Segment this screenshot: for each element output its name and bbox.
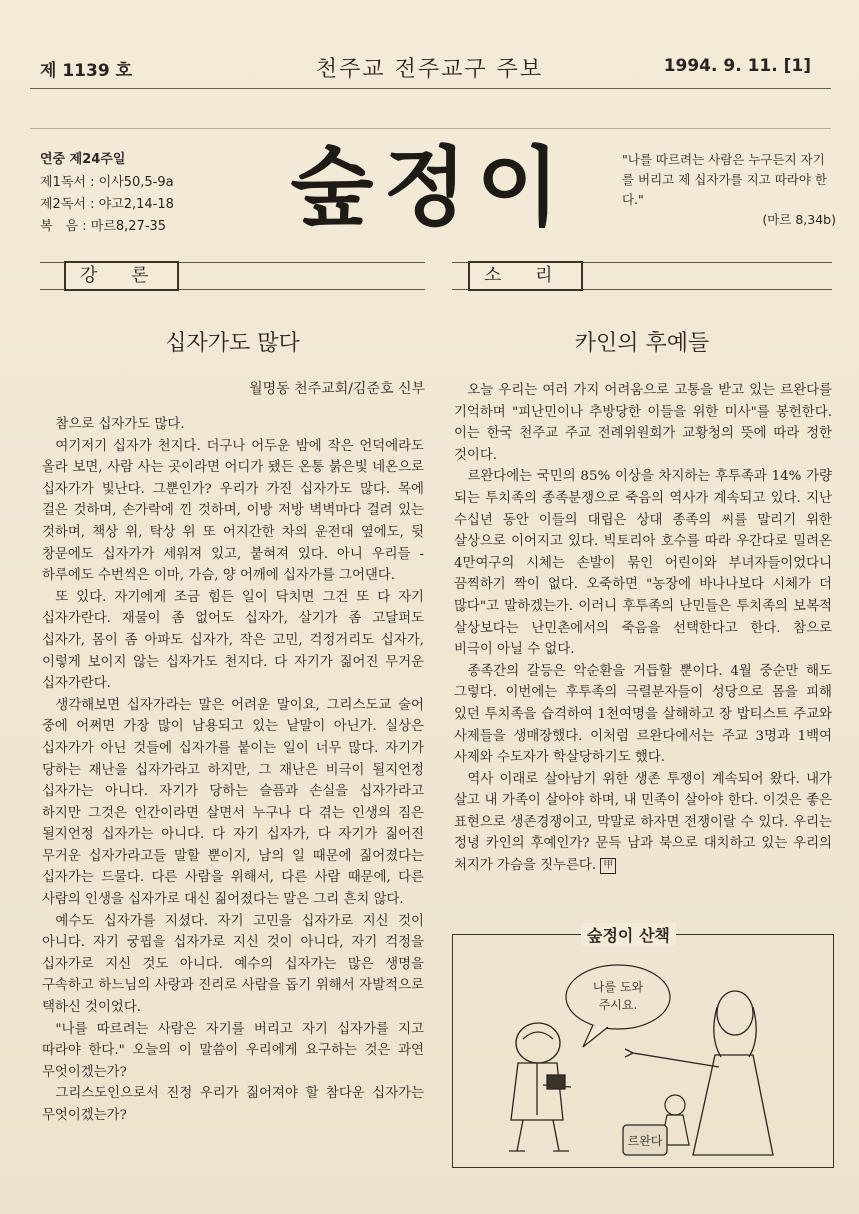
- editorial-paragraph: [454, 769, 832, 877]
- quote-reference: (마르 8,34b): [762, 212, 836, 227]
- quote-text: "나를 따르려는 사람은 누구든지 자기를 버리고 제 십자가를 지고 따라야 한다.": [622, 152, 827, 207]
- editorial-paragraph: 오늘 우리는 여러 가지 어려움으로 고통을 받고 있는 르완다를 기억하며 "피난민이나 추방당한 이들을 위한 미사"를 봉헌한다. 이는 한국 천주교 주교 전례위원회가 교황청의 뜻에 따라 정한 것이다.: [454, 383, 832, 463]
- section-label-editorial: 소 리: [468, 261, 583, 291]
- section-label-sermon: 강 론: [64, 261, 179, 291]
- editorial-paragraph-text: 역사 이래로 살아남기 위한 생존 투쟁이 계속되어 왔다. 내가 살고 내 가족이 살아야 하며, 내 민족이 살아야 한다. 이것은 좋은 표현으로 생존경쟁이고, 막말로 하자면 전쟁이랄 수 있다. 우리는 정녕 카인의 후예인가? 문득 남과 북으로 대치하고 있는 우리의 처지가 가슴을 짓누른다.: [454, 771, 832, 874]
- liturgical-week: 연중 제24주일: [40, 152, 126, 167]
- sermon-paragraph: 생각해보면 십자가라는 말은 어려운 말이요, 그리스도교 술어 중에 어쩌면 가장 많이 남용되고 있는 낱말이 아닌가. 실상은 십자가가 아닌 것들에 십자가를 붙이는 일이 너무 많다. 자기가 당하는 재난을 십자가라고 하지만, 그 재난은 비극이 될지언정 십자가는 아니다. 자기가 당하는 슬픔과 손실을 십자가라고 하지만 그것은 인간이라면 살면서 누구나 다 겪는 인생의 짐은 될지언정 십자가는 아니다. 다 자기 십자가, 다 자기가 짊어진 무거운 십자가라고들 말할 뿐이지, 남의 일 때문에 짊어졌다는 십자가는 드물다. 다른 사람을 위해서, 다른 사람 때문에, 다른 사람의 인생을 십자가로 대신 짊어졌다는 말은 그리 흔치 않다.: [42, 697, 424, 908]
- cartoon-panel: [452, 926, 834, 1168]
- masthead-quote: [622, 150, 836, 230]
- sermon-paragraph: 여기저기 십자가 천지다. 더구나 어두운 밤에 작은 언덕에라도 올라 보면, 사람 사는 곳이라면 어디가 됐든 온통 붉은빛 네온으로 십자가가 빛난다. 그뿐인가? 우리가 가진 십자가도 많다. 목에 걸은 것하며, 손가락에 낀 것하며, 이방 저방 벽벽마다 걸려 있는 것하며, 책상 위, 탁상 위 또 어지간한 차의 운전대 옆에도, 뒷 창문에도 십자가가 세워져 있고, 붙혀져 있다. 아니 우리들 -하루에도 수번씩은 이마, 가슴, 양 어깨에 십자가를 그어댄다.: [42, 438, 424, 584]
- sermon-paragraph: 예수도 십자가를 지셨다. 자기 고민을 십자가로 지신 것이 아니다. 자기 궁핍을 십자가로 지신 것이 아니다, 자기 걱정을 십자가로 지신 것도 아니다. 예수의 십자가는 많은 생명을 구속하고 하느님의 사랑과 진리로 사람을 돕기 위해서 자발적으로 택하신 것이었다.: [42, 913, 424, 1016]
- sermon-title: 십자가도 많다: [165, 331, 300, 356]
- editorial-signature: 甲: [600, 858, 616, 874]
- publication-name: 천주교 전주교구 주보: [315, 57, 544, 82]
- sermon-paragraph: 그리스도인으로서 진정 우리가 짊어져야 할 참다운 십자가는 무엇이겠는가?: [42, 1086, 424, 1123]
- section-bar-sermon: [40, 262, 425, 290]
- masthead-title: 숲정이: [290, 138, 570, 238]
- header-rule: [30, 88, 831, 89]
- cartoon-title: 숲정이 산책: [581, 923, 676, 946]
- cartoon-illustration: [453, 935, 833, 1167]
- suited-man-figure: [509, 1023, 571, 1151]
- reading-first: 제1독서 : 이사50,5-9a: [40, 175, 174, 190]
- editorial-title: 카인의 후예들: [574, 331, 710, 356]
- sermon-body: [42, 414, 424, 1127]
- pot-label: 르완다: [627, 1134, 663, 1148]
- readings-list: [40, 172, 174, 238]
- sermon-byline: 월명동 천주교회/김준호 신부: [249, 381, 425, 397]
- cartoon-speech-line2: 주시요.: [598, 998, 638, 1012]
- section-bar-editorial: [452, 262, 832, 290]
- editorial-paragraph: 종족간의 갈등은 악순환을 거듭할 뿐이다. 4월 중순만 해도 그렇다. 이번에는 후투족의 극렬분자들이 성당으로 몸을 피해 있던 투치족을 습격하여 1천여명을 살해하고 장 밥티스트 주교와 사제들을 생매장했다. 이처럼 르완다에서는 주교 3명과 1백여 사제와 수도자가 학살당하기도 했다.: [454, 663, 832, 766]
- reading-second: 제2독서 : 야고2,14-18: [40, 197, 174, 212]
- issue-number: 제 1139 호: [40, 61, 132, 81]
- issue-date: 1994. 9. 11. [1]: [663, 56, 811, 76]
- editorial-body: [454, 380, 832, 877]
- sermon-paragraph: 또 있다. 자기에게 조금 힘든 일이 닥치면 그건 또 다 자기 십자가란다. 재물이 좀 없어도 십자가, 살기가 좀 고달퍼도 십자가, 몸이 좀 아파도 십자가, 작은 고민, 걱정거리도 십자가, 이렇게 보이지 않는 십자가도 천지다. 다 자기가 짊어진 무거운 십자가란다.: [42, 589, 424, 692]
- editorial-paragraph: 르완다에는 국민의 85% 이상을 차지하는 후투족과 14% 가량 되는 투치족의 종족분쟁으로 죽음의 역사가 계속되고 있다. 지난 수십년 동안 이들의 대립은 상대 종족의 씨를 말리기 위한 살상으로 이어지고 있다. 빅토리아 호수를 따라 우간다로 밀려온 4만여구의 시체는 손발이 묶인 어린이와 부녀자들이었다니 끔찍하기 짝이 없다. 오죽하면 "농장에 바나나보다 시체가 더 많다"고 말하겠는가. 이러니 후투족의 난민들은 투치족의 보복적 살상보다는 난민촌에서의 죽음을 선택한다고 한다. 참으로 비극이 아닐 수 없다.: [454, 469, 832, 658]
- cartoon-speech-line1: 나를 도와: [592, 980, 644, 994]
- reading-gospel: 복 음 : 마르8,27-35: [40, 219, 167, 234]
- sermon-paragraph: "나를 따르려는 사람은 자기를 버리고 자기 십자가를 지고 따라야 한다." 오늘의 이 말씀이 우리에게 요구하는 것은 과연 무엇이겠는가?: [42, 1021, 424, 1080]
- sermon-paragraph: 참으로 십자가도 많다.: [55, 417, 185, 432]
